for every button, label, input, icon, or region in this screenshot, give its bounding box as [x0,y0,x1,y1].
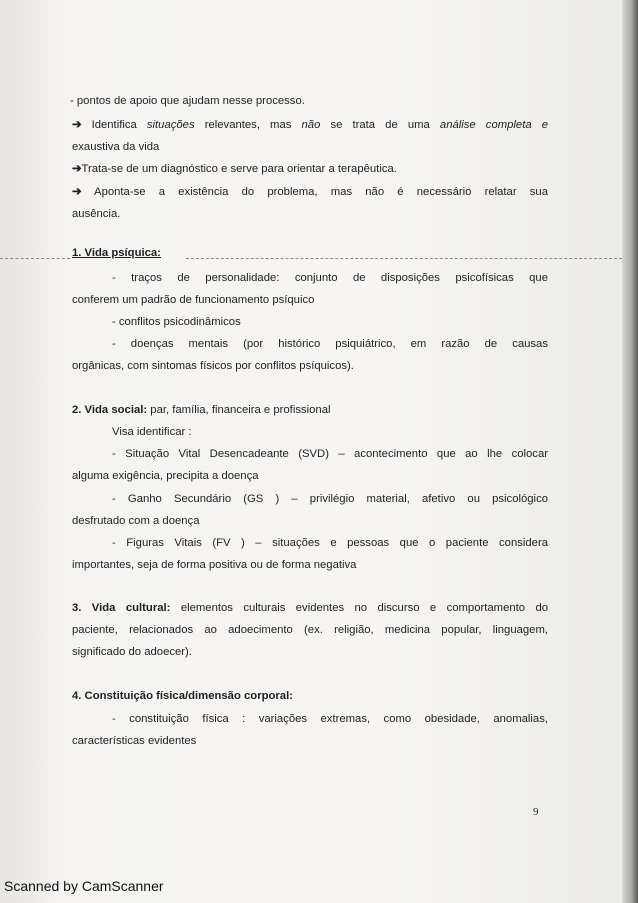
section-2-item-2-cont: desfrutado com a doença [72,515,200,527]
bullet-identifica [72,118,548,132]
bullet-text: relevantes, mas [204,119,292,131]
bullet-diagnostico-text: Trata-se de um diagnóstico e serve para orientar a terapêutica. [81,163,397,175]
section-1-item-2: - conflitos psicodinâmicos [112,316,241,328]
section-2-title-rest: par, família, financeira e profissional [150,404,331,416]
dashed-rule-right [186,258,622,259]
bullet-aponta-cont: ausência. [72,208,121,220]
section-3-cont-1: paciente, relacionados ao adoecimento (ex. religião, medicina popular, linguagem, [72,624,548,636]
section-3-title: 3. Vida cultural: [72,602,171,614]
arrow-icon: ➔ [72,119,82,131]
section-3-heading [72,601,548,615]
dashed-rule-left [0,258,70,259]
bullet-italic: situações [146,119,195,131]
section-1-item-1: - traços de personalidade: conjunto de disposições psicofísicas que [112,272,548,284]
section-2-intro: Visa identificar : [112,426,192,438]
section-4-item-1: - constituição física : variações extremas, como obesidade, anomalias, [112,713,548,725]
bullet-aponta [72,185,548,199]
bullet-text-2: se trata de uma [330,119,430,131]
section-2-item-3: - Figuras Vitais (FV ) – situações e pessoas que o paciente considera [112,537,548,549]
section-3-cont-2: significado do adoecer). [72,646,192,658]
section-1-title: 1. Vida psíquica: [72,247,161,259]
arrow-icon: ➔ [72,163,82,175]
bullet-aponta-text: Aponta-se a existência do problema, mas não é necessário relatar sua [94,186,548,198]
bullet-diagnostico [72,162,397,176]
section-2-item-2: - Ganho Secundário (GS ) – privilégio material, afetivo ou psicológico [112,493,548,505]
section-4-title: 4. Constituição física/dimensão corporal: [72,690,293,702]
bullet-analise: análise completa e [439,119,549,131]
section-2-item-3-cont: importantes, seja de forma positiva ou de forma negativa [72,559,357,571]
arrow-icon: ➔ [72,186,82,198]
bullet-identifica-cont: exaustiva da vida [72,141,160,153]
intro-line: - pontos de apoio que ajudam nesse processo. [70,95,305,107]
section-2-item-1: - Situação Vital Desencadeante (SVD) – acontecimento que ao lhe colocar [112,448,548,460]
section-1-item-1-cont: conferem um padrão de funcionamento psíquico [72,294,315,306]
bullet-nao: não [301,119,321,131]
section-1-item-3: - doenças mentais (por histórico psiquiátrico, em razão de causas [112,338,548,350]
page-edge-shadow [622,0,638,903]
section-1-item-3-cont: orgânicas, com sintomas físicos por conflitos psíquicos). [72,360,354,372]
section-3-text: elementos culturais evidentes no discurso e comportamento do [180,602,549,614]
section-2-item-1-cont: alguma exigência, precipita a doença [72,470,259,482]
scanner-watermark: Scanned by CamScanner [4,878,164,894]
page-number: 9 [533,806,539,818]
section-4-item-1-cont: características evidentes [72,735,197,747]
section-2-title: 2. Vida social: [72,404,148,416]
bullet-lead: Identifica [91,119,137,131]
section-2-heading [72,403,331,417]
